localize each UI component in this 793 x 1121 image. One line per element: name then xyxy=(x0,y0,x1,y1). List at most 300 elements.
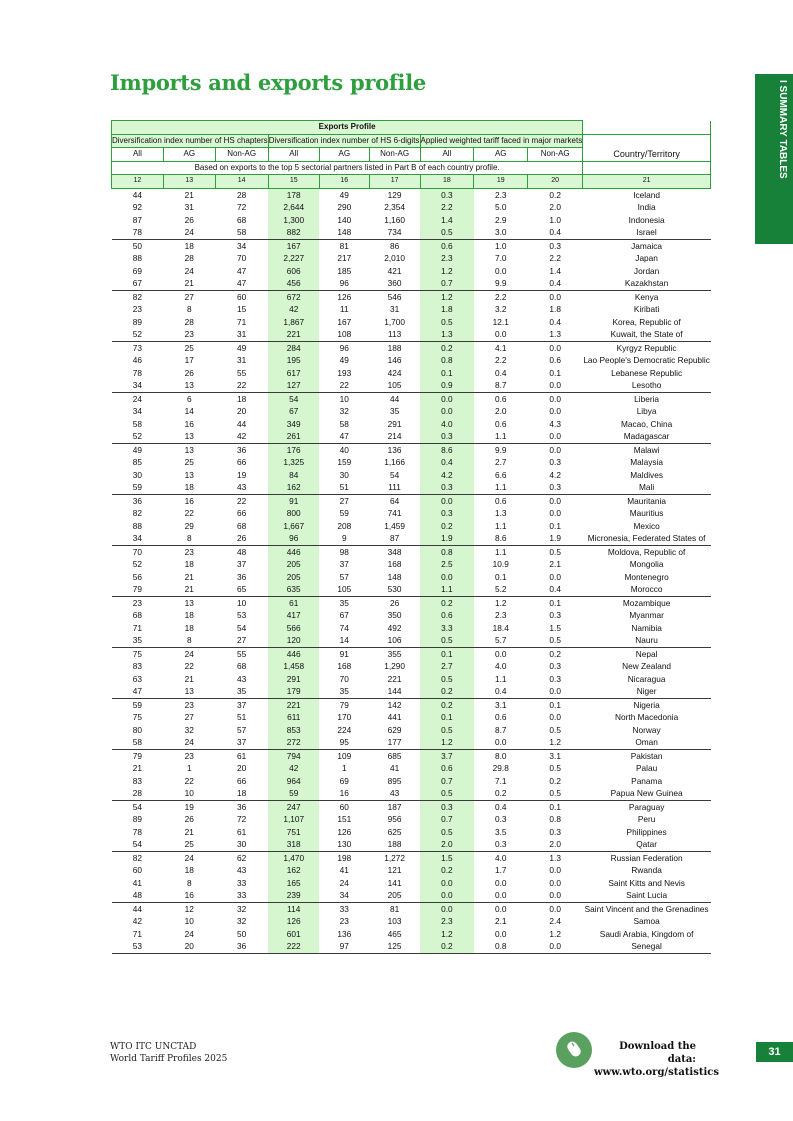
value-cell: 47 xyxy=(339,431,349,441)
column-number-cell: 18 xyxy=(420,175,474,189)
country-cell: Japan xyxy=(635,253,658,263)
value-cell: 60 xyxy=(132,865,143,875)
value-cell: 1,700 xyxy=(384,316,405,327)
value-cell: 5.0 xyxy=(494,202,507,212)
table-row xyxy=(112,328,711,341)
value-cell: 794 xyxy=(268,749,319,762)
value-cell: 18.4 xyxy=(492,622,509,633)
value-cell: 62 xyxy=(215,851,268,864)
column-number-cell: 12 xyxy=(112,175,164,189)
value-cell: 611 xyxy=(268,711,319,724)
table-row xyxy=(112,826,711,839)
value-cell: 114 xyxy=(268,902,319,915)
value-cell: 239 xyxy=(268,889,319,902)
value-cell: 0.0 xyxy=(549,508,561,518)
value-cell: 64 xyxy=(369,494,420,507)
table-row xyxy=(112,889,711,902)
value-cell: 37 xyxy=(237,559,247,569)
value-cell: 261 xyxy=(268,430,319,443)
value-cell: 1.2 xyxy=(474,596,528,609)
country-cell: Philippines xyxy=(626,826,667,837)
table-row xyxy=(112,520,711,533)
value-cell: 59 xyxy=(132,482,143,492)
value-cell: 0.0 xyxy=(494,329,507,339)
value-cell: 1,325 xyxy=(268,456,319,469)
value-cell: 24 xyxy=(184,737,194,747)
value-cell: 168 xyxy=(337,661,352,671)
subheader-cell: All xyxy=(112,148,164,162)
value-cell: 42 xyxy=(268,762,319,775)
value-cell: 0.0 xyxy=(528,443,583,456)
column-number-cell: 21 xyxy=(583,175,711,189)
value-cell: 465 xyxy=(387,928,402,939)
value-cell: 0.5 xyxy=(420,634,474,647)
value-cell: 0.1 xyxy=(420,711,474,724)
value-cell: 35 xyxy=(237,686,247,696)
table-row xyxy=(112,634,711,647)
value-cell: 0.0 xyxy=(528,494,583,507)
value-cell: 108 xyxy=(337,329,352,339)
value-cell: 956 xyxy=(387,814,402,824)
value-cell: 1.1 xyxy=(494,520,507,531)
value-cell: 2.4 xyxy=(549,916,561,926)
value-cell: 81 xyxy=(369,902,420,915)
value-cell: 0.0 xyxy=(494,737,507,747)
value-cell: 0.8 xyxy=(474,940,528,953)
value-cell: 0.5 xyxy=(549,724,561,735)
country-cell: Samoa xyxy=(633,916,660,926)
value-cell: 15 xyxy=(237,304,247,314)
value-cell: 205 xyxy=(387,890,402,900)
value-cell: 24 xyxy=(163,647,215,660)
footer-publication: World Tariff Profiles 2025 xyxy=(110,1054,228,1064)
value-cell: 129 xyxy=(387,189,402,200)
value-cell: 34 xyxy=(132,533,143,543)
value-cell: 0.8 xyxy=(549,814,561,824)
value-cell: 22 xyxy=(237,380,247,390)
country-cell: India xyxy=(637,202,656,212)
value-cell: 4.2 xyxy=(549,469,561,480)
value-cell: 0.4 xyxy=(549,316,561,327)
value-cell: 2.7 xyxy=(420,660,474,673)
value-cell: 159 xyxy=(337,457,352,467)
value-cell: 96 xyxy=(268,532,319,545)
value-cell: 95 xyxy=(339,737,349,747)
value-cell: 9.9 xyxy=(474,443,528,456)
footer-org: WTO ITC UNCTAD xyxy=(110,1042,197,1052)
value-cell: 97 xyxy=(319,940,369,953)
value-cell: 1,458 xyxy=(268,660,319,673)
value-cell: 27 xyxy=(237,635,247,645)
value-cell: 68 xyxy=(132,610,143,620)
value-cell: 0.0 xyxy=(420,392,474,405)
country-cell: Korea, Republic of xyxy=(612,316,681,327)
country-cell: Peru xyxy=(637,814,656,824)
value-cell: 625 xyxy=(387,826,402,837)
table-row xyxy=(112,698,711,711)
value-cell: 8.0 xyxy=(474,749,528,762)
value-cell: 27 xyxy=(319,494,369,507)
column-number-cell: 13 xyxy=(163,175,215,189)
value-cell: 23 xyxy=(163,749,215,762)
value-cell: 0.0 xyxy=(549,686,561,696)
country-cell: Nicaragua xyxy=(627,673,666,684)
value-cell: 224 xyxy=(337,724,352,735)
value-cell: 22 xyxy=(184,661,194,671)
value-cell: 0.2 xyxy=(420,685,474,698)
value-cell: 67 xyxy=(132,278,143,288)
value-cell: 70 xyxy=(237,253,247,263)
value-cell: 1.0 xyxy=(474,239,528,252)
value-cell: 92 xyxy=(132,202,143,212)
value-cell: 21 xyxy=(184,673,194,684)
value-cell: 18 xyxy=(237,788,247,798)
value-cell: 79 xyxy=(132,584,143,594)
table-row xyxy=(112,813,711,826)
country-cell: Montenegro xyxy=(624,571,669,582)
value-cell: 87 xyxy=(132,214,143,225)
value-cell: 23 xyxy=(339,916,349,926)
country-cell: Moldova, Republic of xyxy=(583,545,711,558)
table-row xyxy=(112,392,711,405)
value-cell: 290 xyxy=(337,202,352,212)
value-cell: 142 xyxy=(369,698,420,711)
value-cell: 54 xyxy=(268,392,319,405)
value-cell: 19 xyxy=(237,469,247,480)
value-cell: 10 xyxy=(184,916,194,926)
value-cell: 672 xyxy=(268,290,319,303)
value-cell: 0.0 xyxy=(528,940,583,953)
value-cell: 12 xyxy=(163,902,215,915)
value-cell: 68 xyxy=(237,520,247,531)
country-cell: Morocco xyxy=(630,584,663,594)
value-cell: 421 xyxy=(387,265,402,276)
value-cell: 0.5 xyxy=(420,826,474,839)
table-row xyxy=(112,571,711,584)
value-cell: 0.2 xyxy=(494,788,507,798)
subheader-cell: AG xyxy=(319,148,369,162)
value-cell: 21 xyxy=(132,763,143,773)
value-cell: 78 xyxy=(132,367,143,378)
value-cell: 198 xyxy=(319,851,369,864)
value-cell: 18 xyxy=(184,610,194,620)
country-cell: Russian Federation xyxy=(583,851,711,864)
table-row xyxy=(112,265,711,278)
value-cell: 54 xyxy=(237,622,247,633)
value-cell: 0.0 xyxy=(549,431,561,441)
value-cell: 1.9 xyxy=(549,533,561,543)
value-cell: 10 xyxy=(319,392,369,405)
value-cell: 882 xyxy=(268,226,319,239)
table-row xyxy=(112,456,711,469)
value-cell: 30 xyxy=(339,469,349,480)
value-cell: 0.7 xyxy=(420,277,474,290)
value-cell: 0.0 xyxy=(549,712,561,722)
value-cell: 25 xyxy=(163,341,215,354)
value-cell: 165 xyxy=(268,877,319,890)
value-cell: 2.1 xyxy=(549,559,561,569)
value-cell: 84 xyxy=(268,469,319,482)
value-cell: 55 xyxy=(215,647,268,660)
value-cell: 14 xyxy=(184,406,194,416)
country-cell: Papua New Guinea xyxy=(610,788,683,798)
value-cell: 103 xyxy=(387,916,402,926)
country-cell: Israel xyxy=(636,227,657,237)
value-cell: 0.6 xyxy=(474,494,528,507)
value-cell: 113 xyxy=(387,329,402,339)
table-row xyxy=(112,596,711,609)
value-cell: 1.1 xyxy=(494,482,507,492)
value-cell: 41 xyxy=(389,763,400,773)
value-cell: 0.3 xyxy=(420,430,474,443)
value-cell: 0.0 xyxy=(528,341,583,354)
value-cell: 19 xyxy=(163,800,215,813)
table-row xyxy=(112,660,711,673)
value-cell: 49 xyxy=(215,341,268,354)
value-cell: 1,290 xyxy=(384,661,405,671)
value-cell: 109 xyxy=(319,749,369,762)
country-cell: Myanmar xyxy=(629,610,664,620)
value-cell: 0.6 xyxy=(420,762,474,775)
download-link[interactable] xyxy=(594,1040,719,1079)
value-cell: 50 xyxy=(237,928,247,939)
download-url[interactable]: www.wto.org/statistics xyxy=(594,1067,719,1078)
value-cell: 0.0 xyxy=(474,902,528,915)
value-cell: 30 xyxy=(237,839,247,849)
value-cell: 56 xyxy=(132,571,143,582)
country-cell: Mauritania xyxy=(583,494,711,507)
value-cell: 0.3 xyxy=(549,661,561,671)
value-cell: 170 xyxy=(337,712,352,722)
value-cell: 24 xyxy=(184,928,194,939)
table-row xyxy=(112,545,711,558)
value-cell: 105 xyxy=(337,584,352,594)
value-cell: 964 xyxy=(268,775,319,788)
value-cell: 8.7 xyxy=(494,724,507,735)
value-cell: 78 xyxy=(132,826,143,837)
value-cell: 10 xyxy=(215,596,268,609)
column-number-cell: 14 xyxy=(215,175,268,189)
value-cell: 0.0 xyxy=(549,380,561,390)
value-cell: 0.0 xyxy=(420,494,474,507)
value-cell: 59 xyxy=(268,787,319,800)
value-cell: 82 xyxy=(112,290,164,303)
value-cell: 47 xyxy=(132,686,143,696)
table-row xyxy=(112,775,711,788)
value-cell: 0.1 xyxy=(549,520,561,531)
value-cell: 41 xyxy=(132,877,143,888)
value-cell: 0.2 xyxy=(420,341,474,354)
value-cell: 1.1 xyxy=(494,673,507,684)
group-header-hs-6digits: Diversification index number of HS 6-digits xyxy=(268,134,420,148)
value-cell: 0.3 xyxy=(494,839,507,849)
value-cell: 33 xyxy=(319,902,369,915)
value-cell: 3.1 xyxy=(528,749,583,762)
table-row xyxy=(112,226,711,239)
value-cell: 1.8 xyxy=(549,304,561,314)
value-cell: 35 xyxy=(132,635,143,645)
value-cell: 0.6 xyxy=(474,392,528,405)
value-cell: 1.1 xyxy=(420,583,474,596)
country-cell: Nigeria xyxy=(583,698,711,711)
value-cell: 291 xyxy=(387,418,402,429)
value-cell: 24 xyxy=(184,227,194,237)
value-cell: 456 xyxy=(268,277,319,290)
value-cell: 0.0 xyxy=(420,877,474,890)
value-cell: 0.0 xyxy=(549,571,561,582)
table-row xyxy=(112,800,711,813)
value-cell: 32 xyxy=(184,724,194,735)
value-cell: 179 xyxy=(268,685,319,698)
value-cell: 32 xyxy=(237,916,247,926)
value-cell: 2,644 xyxy=(268,201,319,214)
page-number: 31 xyxy=(756,1042,793,1062)
value-cell: 41 xyxy=(339,865,349,875)
value-cell: 348 xyxy=(369,545,420,558)
value-cell: 54 xyxy=(389,469,400,480)
download-mouse-icon[interactable] xyxy=(556,1032,592,1068)
value-cell: 193 xyxy=(337,367,352,378)
value-cell: 1.1 xyxy=(474,545,528,558)
value-cell: 3.5 xyxy=(494,826,507,837)
value-cell: 36 xyxy=(215,940,268,953)
value-cell: 8.6 xyxy=(494,533,507,543)
value-cell: 0.7 xyxy=(420,775,474,788)
value-cell: 0.5 xyxy=(549,788,561,798)
column-number-cell: 17 xyxy=(369,175,420,189)
value-cell: 0.3 xyxy=(420,800,474,813)
value-cell: 126 xyxy=(337,826,352,837)
value-cell: 9.9 xyxy=(494,278,507,288)
value-cell: 162 xyxy=(268,481,319,494)
value-cell: 78 xyxy=(132,227,143,237)
value-cell: 0.3 xyxy=(549,482,561,492)
value-cell: 66 xyxy=(237,508,247,518)
value-cell: 566 xyxy=(268,622,319,635)
country-cell: Saudi Arabia, Kingdom of xyxy=(599,928,694,939)
value-cell: 2.0 xyxy=(494,406,507,416)
value-cell: 75 xyxy=(132,712,143,722)
value-cell: 0.4 xyxy=(549,584,561,594)
value-cell: 31 xyxy=(237,355,247,365)
value-cell: 7.0 xyxy=(494,253,507,263)
value-cell: 52 xyxy=(132,431,143,441)
value-cell: 0.0 xyxy=(549,406,561,416)
table-row xyxy=(112,647,711,660)
value-cell: 57 xyxy=(237,724,247,735)
value-cell: 1.8 xyxy=(420,303,474,316)
value-cell: 23 xyxy=(163,698,215,711)
value-cell: 3.7 xyxy=(420,749,474,762)
value-cell: 32 xyxy=(339,406,349,416)
value-cell: 146 xyxy=(387,355,402,365)
value-cell: 1.2 xyxy=(420,736,474,749)
value-cell: 40 xyxy=(319,443,369,456)
table-row xyxy=(112,405,711,418)
value-cell: 188 xyxy=(387,839,402,849)
country-cell: Norway xyxy=(632,724,661,735)
country-cell: Madagascar xyxy=(623,431,670,441)
value-cell: 53 xyxy=(237,610,247,620)
value-cell: 2.9 xyxy=(494,214,507,225)
country-cell: Kazakhstan xyxy=(624,278,669,288)
value-cell: 111 xyxy=(388,482,401,492)
value-cell: 31 xyxy=(237,329,247,339)
value-cell: 33 xyxy=(237,877,247,888)
value-cell: 48 xyxy=(215,545,268,558)
country-cell: Kenya xyxy=(583,290,711,303)
blank-header-cell xyxy=(583,161,711,175)
value-cell: 0.4 xyxy=(549,278,561,288)
footer-publisher xyxy=(110,1041,227,1065)
value-cell: 1,160 xyxy=(384,214,405,225)
value-cell: 47 xyxy=(237,265,247,276)
value-cell: 1.2 xyxy=(420,265,474,278)
value-cell: 1 xyxy=(341,763,347,773)
table-row xyxy=(112,583,711,596)
value-cell: 59 xyxy=(339,508,349,518)
value-cell: 11 xyxy=(339,304,349,314)
value-cell: 148 xyxy=(337,227,352,237)
table-row xyxy=(112,469,711,482)
country-cell: Oman xyxy=(635,737,658,747)
section-side-tab[interactable] xyxy=(755,74,793,244)
value-cell: 121 xyxy=(387,865,402,875)
value-cell: 23 xyxy=(132,304,143,314)
table-row xyxy=(112,341,711,354)
value-cell: 13 xyxy=(184,469,194,480)
value-cell: 25 xyxy=(184,839,194,849)
table-row xyxy=(112,673,711,686)
value-cell: 73 xyxy=(112,341,164,354)
value-cell: 26 xyxy=(184,367,194,378)
value-cell: 8 xyxy=(186,877,192,888)
value-cell: 105 xyxy=(387,380,402,390)
value-cell: 42 xyxy=(268,303,319,316)
value-cell: 0.1 xyxy=(528,698,583,711)
value-cell: 28 xyxy=(184,316,194,327)
value-cell: 43 xyxy=(237,673,247,684)
value-cell: 20 xyxy=(237,406,247,416)
value-cell: 16 xyxy=(184,418,194,429)
value-cell: 14 xyxy=(339,635,349,645)
value-cell: 87 xyxy=(389,533,400,543)
value-cell: 20 xyxy=(237,763,247,773)
value-cell: 54 xyxy=(112,800,164,813)
country-cell: Paraguay xyxy=(583,800,711,813)
value-cell: 125 xyxy=(369,940,420,953)
value-cell: 16 xyxy=(339,788,349,798)
country-cell: Senegal xyxy=(583,940,711,953)
page-title: Imports and exports profile xyxy=(110,70,426,95)
value-cell: 16 xyxy=(184,890,194,900)
value-cell: 1.9 xyxy=(420,532,474,545)
value-cell: 0.3 xyxy=(549,457,561,467)
value-cell: 1.3 xyxy=(549,329,561,339)
value-cell: 96 xyxy=(339,278,349,288)
value-cell: 18 xyxy=(184,482,194,492)
value-cell: 4.0 xyxy=(474,851,528,864)
value-cell: 0.0 xyxy=(549,890,561,900)
value-cell: 446 xyxy=(268,545,319,558)
value-cell: 4.0 xyxy=(494,661,507,671)
table-row xyxy=(112,430,711,443)
value-cell: 44 xyxy=(369,392,420,405)
value-cell: 3.1 xyxy=(474,698,528,711)
value-cell: 6.6 xyxy=(494,469,507,480)
value-cell: 58 xyxy=(237,227,247,237)
value-cell: 126 xyxy=(319,290,369,303)
